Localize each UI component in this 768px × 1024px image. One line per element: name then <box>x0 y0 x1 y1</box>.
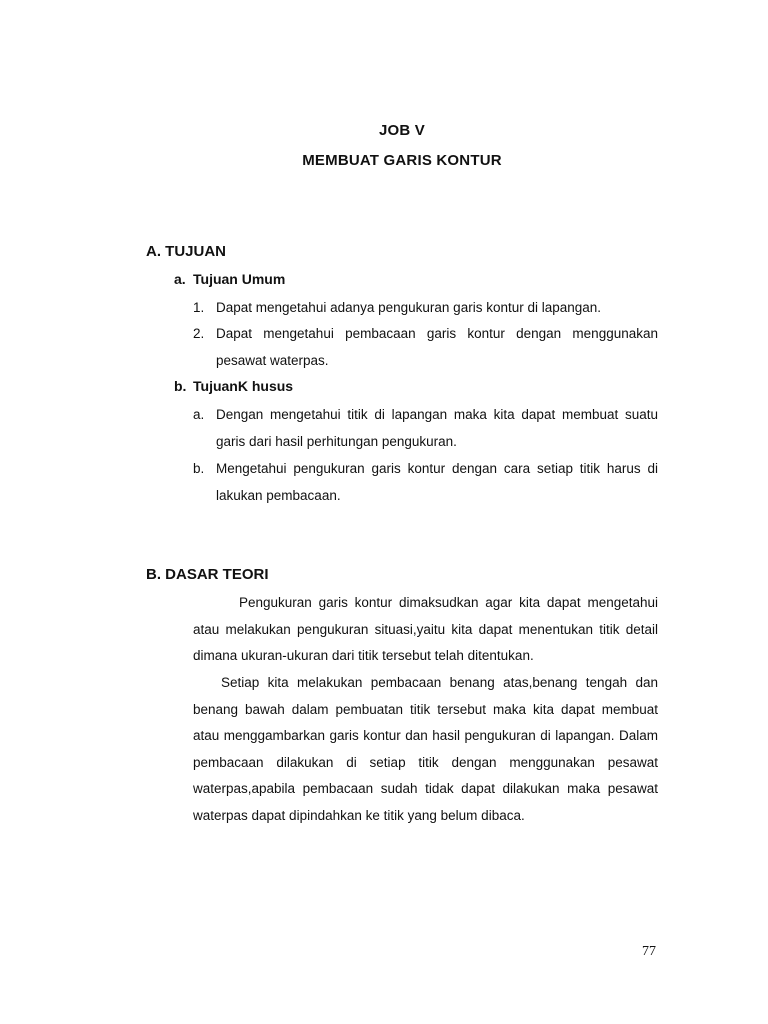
section-b-heading: B. DASAR TEORI <box>146 566 269 583</box>
list-item-text: Dengan mengetahui titik di lapangan maka kita dapat membuat suatu garis dari hasil perhitungan pengukuran. <box>216 407 658 449</box>
subsection-label: Tujuan Umum <box>193 271 286 287</box>
list-item-text: Dapat mengetahui pembacaan garis kontur dengan menggunakan pesawat waterpas. <box>216 326 658 368</box>
body-paragraph: Pengukuran garis kontur dimaksudkan agar kita dapat mengetahui atau melakukan pengukuran situasi,yaitu kita dapat menentukan titik detail dimana ukuran-ukuran dari titik tersebut telah ditentukan. <box>193 595 658 664</box>
subsection-marker: a. <box>174 271 186 287</box>
list-item <box>193 455 658 509</box>
list-item-marker: 2. <box>193 326 205 341</box>
section-a-heading: A. TUJUAN <box>146 243 227 260</box>
document-subtitle: MEMBUAT GARIS KONTUR <box>302 152 502 169</box>
list-item-text: Dapat mengetahui adanya pengukuran garis kontur di lapangan. <box>216 300 602 315</box>
list-item <box>193 294 658 321</box>
document-title: JOB V <box>378 122 425 139</box>
subsection-label: TujuanK husus <box>193 378 294 394</box>
list-item <box>193 320 658 374</box>
subsection-marker: b. <box>174 378 187 394</box>
list-item-marker: 1. <box>193 300 205 315</box>
list-item <box>193 401 658 455</box>
page-number: 77 <box>642 944 656 959</box>
subsection-tujuan-umum <box>174 271 285 287</box>
subsection-tujuan-khusus <box>174 378 293 394</box>
body-paragraph: Setiap kita melakukan pembacaan benang atas,benang tengah dan benang bawah dalam pembuatan titik tersebut maka kita dapat membuat atau menggambarkan garis kontur dan hasil pengukuran di lapangan. Dalam pembacaan dilakukan di setiap titik dengan menggunakan pesawat waterpas,apabila pembacaan sudah tidak dapat dilakukan maka pesawat waterpas dapat dipindahkan ke titik yang belum dibaca. <box>193 675 658 823</box>
list-item-text: Mengetahui pengukuran garis kontur dengan cara setiap titik harus di lakukan pembacaan. <box>216 461 658 503</box>
list-item-marker: b. <box>193 461 205 476</box>
list-item-marker: a. <box>193 407 205 422</box>
